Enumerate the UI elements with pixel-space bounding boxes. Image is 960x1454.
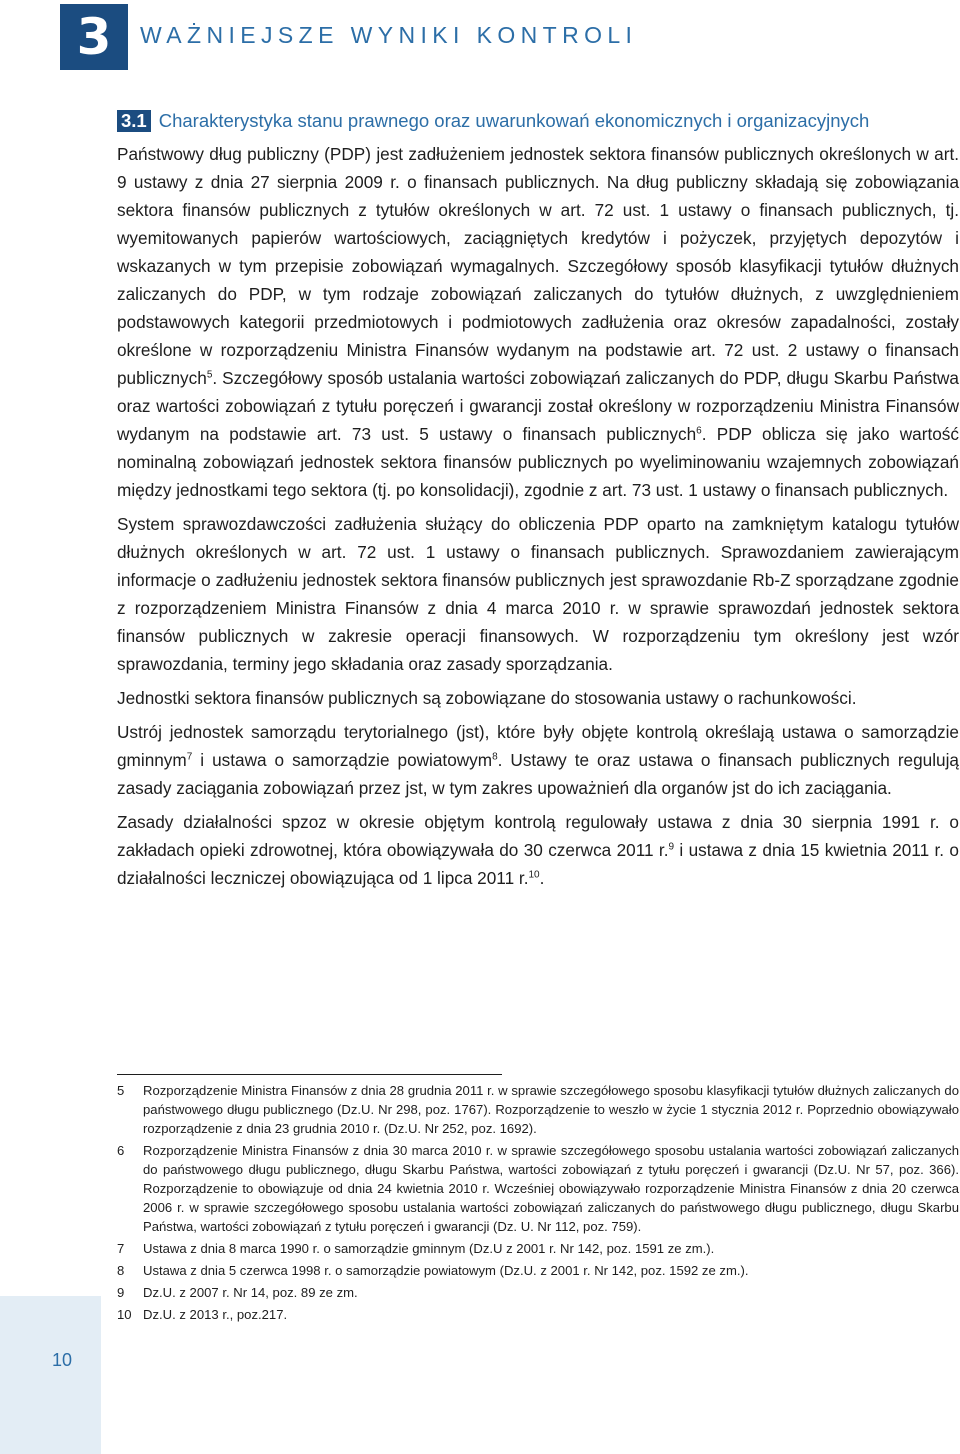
paragraph: Ustrój jednostek samorządu terytorialnego (jst), które były objęte kontrolą określają ustawa o samorządzie gminnym$^7$ i ustawa o samorządzie powiatowym$^8$. Ustawy te oraz ustawa o finansach publicznych regulują zasady zaciągania zobowiązań przez jst, w tym zakres upoważnień dla organów jst do ich zaciągania. xyxy=(117,722,959,798)
page-number-box xyxy=(0,1296,101,1454)
footnote-ref[interactable]: 10 xyxy=(528,869,540,881)
footnote xyxy=(117,1141,959,1236)
footnote-number: 9 xyxy=(117,1285,125,1300)
footnote-text: Rozporządzenie Ministra Finansów z dnia 28 grudnia 2011 r. w sprawie szczegółowego sposobu klasyfikacji tytułów dłużnych zaliczanych do państwowego długu publicznego (Dz.U. Nr 298, poz. 1767). Rozporządzenie to weszło w życie 1 stycznia 2012 r. Poprzednio obowiązywało rozporządzenie z dnia 23 grudnia 2010 r. (Dz.U. Nr 252, poz. 1692). xyxy=(143,1083,959,1136)
paragraph: Zasady działalności spzoz w okresie objętym kontrolą regulowały ustawa z dnia 30 sierpnia 1991 r. o zakładach opieki zdrowotnej, która obowiązywała do 30 czerwca 2011 r.$^9$ i ustawa z dnia 15 kwietnia 2011 r. o działalności leczniczej obowiązująca od 1 lipca 2011 r.$^{10}$. xyxy=(117,812,959,888)
footnote xyxy=(117,1081,959,1138)
footnote xyxy=(117,1239,959,1258)
footnote-ref[interactable]: 8 xyxy=(492,751,498,763)
footnote-text: Ustawa z dnia 8 marca 1990 r. o samorządzie gminnym (Dz.U z 2001 r. Nr 142, poz. 1591 ze zm.). xyxy=(143,1241,715,1256)
page-number: 10 xyxy=(52,1350,73,1370)
footnote-ref[interactable]: 6 xyxy=(696,425,702,437)
footnote xyxy=(117,1261,959,1280)
paragraph: Państwowy dług publiczny (PDP) jest zadłużeniem jednostek sektora finansów publicznych określonych w art. 9 ustawy z dnia 27 sierpnia 2009 r. o finansach publicznych. Na dług publiczny składają się zobowiązania sektora finansów publicznych z tytułów określonych w art. 72 ust. 1 ustawy o finansach publicznych, tj. wyemitowanych papierów wartościowych, zaciągniętych kredytów i pożyczek, przyjętych depozytów i wskazanych w tym przepisie zobowiązań wymagalnych. Szczegółowy sposób klasyfikacji tytułów dłużnych zaliczanych do PDP, w tym rodzaje zobowiązań zaliczanych do tytułów dłużnych, z uwzględnieniem podstawowych kategorii przedmiotowych i podmiotowych zadłużenia oraz okresów zapadalności, zostały określone w rozporządzeniu Ministra Finansów wydanym na podstawie art. 72 ust. 2 ustawy o finansach publicznych$^5$. Szczegółowy sposób ustalania wartości zobowiązań zaliczanych do PDP, długu Skarbu Państwa oraz wartości zobowiązań z tytułu poręczeń i gwarancji został określony w rozporządzeniu Ministra Finansów wydanym na podstawie art. 73 ust. 5 ustawy o finansach publicznych$^6$. PDP oblicza się jako wartość nominalną zobowiązań jednostek sektora finansów publicznych po wyeliminowaniu wzajemnych zobowiązań między jednostkami tego sektora (tj. po konsolidacji), zgodnie z art. 73 ust. 1 ustawy o finansach publicznych. xyxy=(117,144,959,500)
footnotes xyxy=(117,1081,959,1327)
footnote-text: Dz.U. z 2013 r., poz.217. xyxy=(143,1307,288,1322)
footnote-ref[interactable]: 9 xyxy=(668,841,675,853)
footnote-text: Ustawa z dnia 5 czerwca 1998 r. o samorządzie powiatowym (Dz.U. z 2001 r. Nr 142, poz. 1592 ze zm.). xyxy=(143,1263,749,1278)
footnote-number: 10 xyxy=(117,1307,132,1322)
section-heading xyxy=(117,110,869,132)
footnote-ref[interactable]: 5 xyxy=(206,369,213,381)
section-number: 3.1 xyxy=(117,110,151,132)
footnote-number: 7 xyxy=(117,1241,125,1256)
section-title: Charakterystyka stanu prawnego oraz uwarunkowań ekonomicznych i organizacyjnych xyxy=(158,110,870,131)
footnote-divider xyxy=(117,1074,502,1075)
footnote-text: Dz.U. z 2007 r. Nr 14, poz. 89 ze zm. xyxy=(143,1285,358,1300)
footnote-ref[interactable]: 7 xyxy=(186,751,193,763)
paragraph: System sprawozdawczości zadłużenia służący do obliczenia PDP oparto na zamkniętym katalogu tytułów dłużnych określonych w art. 72 ust. 1 ustawy o finansach publicznych. Sprawozdaniem zawierającym informacje o zadłużeniu jednostek sektora finansów publicznych jest sprawozdanie Rb-Z sporządzane zgodnie z rozporządzeniem Ministra Finansów z dnia 4 marca 2010 r. w sprawie sprawozdań jednostek sektora finansów publicznych w zakresie operacji finansowych. W rozporządzeniu tym określony jest wzór sprawozdania, terminy jego składania oraz zasady sporządzania. xyxy=(117,514,959,674)
paragraph: Jednostki sektora finansów publicznych są zobowiązane do stosowania ustawy o rachunkowości. xyxy=(117,688,857,708)
footnote xyxy=(117,1283,959,1302)
footnote xyxy=(117,1305,959,1324)
footnote-text: Rozporządzenie Ministra Finansów z dnia 30 marca 2010 r. w sprawie szczegółowego sposobu ustalania wartości zobowiązań zaliczanych do państwowego długu publicznego, długu Skarbu Państwa, wartości zobowiązań z tytułu poręczeń i gwarancji (Dz.U. Nr 57, poz. 366). Rozporządzenie to obowiązuje od dnia 24 kwietnia 2010 r. Wcześniej obowiązywało rozporządzenie Ministra Finansów z dnia 20 czerwca 2006 r. w sprawie szczegółowego sposobu ustalania wartości zobowiązań zaliczanych do państwowego długu publicznego, długu Skarbu Państwa, wartości zobowiązań z tytułu poręczeń i gwarancji (Dz. U. Nr 112, poz. 759). xyxy=(143,1143,959,1234)
footnote-number: 8 xyxy=(117,1263,125,1278)
footnote-number: 5 xyxy=(117,1083,125,1098)
body-text xyxy=(117,140,959,898)
chapter-title: WAŻNIEJSZE WYNIKI KONTROLI xyxy=(140,22,638,48)
footnote-number: 6 xyxy=(117,1143,125,1158)
chapter-number: 3 xyxy=(60,4,128,70)
